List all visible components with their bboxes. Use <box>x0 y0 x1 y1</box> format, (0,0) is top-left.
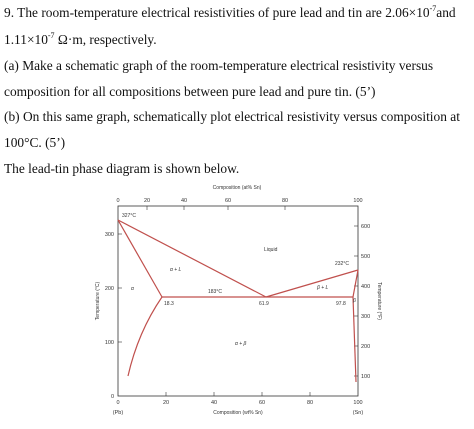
question-line-1-text: 9. The room-temperature electrical resistivities of pure lead and tin are 2.06 <box>4 5 409 20</box>
eutectic-temp-label: 183°C <box>208 289 222 295</box>
top-tick-label: 100 <box>353 198 363 204</box>
bottom-tick-marks <box>166 392 310 396</box>
left-tick-label: 200 <box>104 286 114 292</box>
right-tick-label: 400 <box>361 284 371 290</box>
times-symbol: × <box>408 5 417 20</box>
bottom-axis-label: Composition (wt% Sn) <box>213 410 263 416</box>
right-tick-label: 200 <box>361 344 371 350</box>
left-tick-marks <box>118 234 122 342</box>
alpha-l-label: α + L <box>170 267 182 273</box>
beta-l-label: β + L <box>317 285 329 291</box>
lead-tin-phase-diagram <box>80 182 390 429</box>
question-line-2-start: 1.11 <box>4 32 27 47</box>
top-tick-label: 60 <box>224 198 232 204</box>
phase-boundaries <box>118 220 358 382</box>
left-tick-label: 0 <box>110 394 114 400</box>
part-b-line-1: (b) On this same graph, schematically plot electrical resistivity versus composition at <box>4 109 460 124</box>
question-line-1 <box>4 4 456 21</box>
comp-beta-label: 97.8 <box>336 301 346 307</box>
diagram-intro: The lead-tin phase diagram is shown below. <box>4 161 240 176</box>
power-exponent: -7 <box>47 31 55 40</box>
end-label-sn: (Sn) <box>352 410 364 416</box>
left-tick-label: 100 <box>104 340 114 346</box>
top-tick-label: 0 <box>116 198 120 204</box>
right-tick-label: 600 <box>361 224 371 230</box>
beta-label: β <box>353 298 356 304</box>
comp-alpha-label: 18.3 <box>164 301 174 307</box>
plot-frame <box>118 206 358 396</box>
right-axis-label: Temperature (°F) <box>376 282 382 320</box>
right-tick-label: 100 <box>361 374 371 380</box>
solvus-alpha <box>128 297 162 376</box>
solvus-beta <box>353 297 356 382</box>
right-tick-label: 300 <box>361 314 371 320</box>
part-a-line-1: (a) Make a schematic graph of the room-temperature electrical resistivity versus <box>4 58 434 73</box>
left-axis-label: Temperature (°C) <box>95 281 101 321</box>
left-tick-label: 300 <box>104 232 114 238</box>
top-tick-marks <box>147 206 285 210</box>
question-line-2 <box>4 31 157 48</box>
question-line-1-end: and <box>436 5 456 20</box>
top-axis-ticks <box>116 198 362 204</box>
end-label-pb: (Pb) <box>112 410 124 416</box>
top-axis-label: Composition (at% Sn) <box>212 185 262 191</box>
top-tick-label: 80 <box>281 198 289 204</box>
part-a-line-2: composition for all compositions between pure lead and pure tin. (5’) <box>4 84 376 99</box>
solidus-beta <box>353 270 358 297</box>
alpha-label: α <box>131 286 134 292</box>
question-line-2-end: Ω·m, respectively. <box>54 32 157 47</box>
sn-melt-label: 232°C <box>335 261 349 267</box>
power-base: 10 <box>416 5 430 20</box>
pb-melt-label: 327°C <box>122 213 136 219</box>
bottom-tick-label: 100 <box>353 400 363 406</box>
alpha-beta-label: α + β <box>235 341 247 347</box>
right-tick-label: 500 <box>361 254 371 260</box>
liquidus-beta <box>266 270 358 297</box>
bottom-tick-label: 40 <box>210 400 218 406</box>
part-b-line-2: 100°C. (5’) <box>4 135 66 150</box>
bottom-tick-label: 80 <box>306 400 314 406</box>
power-base: 10 <box>34 32 48 47</box>
power-exponent: -7 <box>429 4 437 13</box>
liquid-label: Liquid <box>264 247 278 253</box>
bottom-tick-label: 20 <box>162 400 170 406</box>
bottom-tick-label: 60 <box>258 400 266 406</box>
bottom-tick-label: 0 <box>116 400 120 406</box>
top-tick-label: 20 <box>143 198 151 204</box>
comp-eutectic-label: 61.9 <box>259 301 269 307</box>
times-symbol: × <box>26 32 35 47</box>
top-tick-label: 40 <box>180 198 188 204</box>
